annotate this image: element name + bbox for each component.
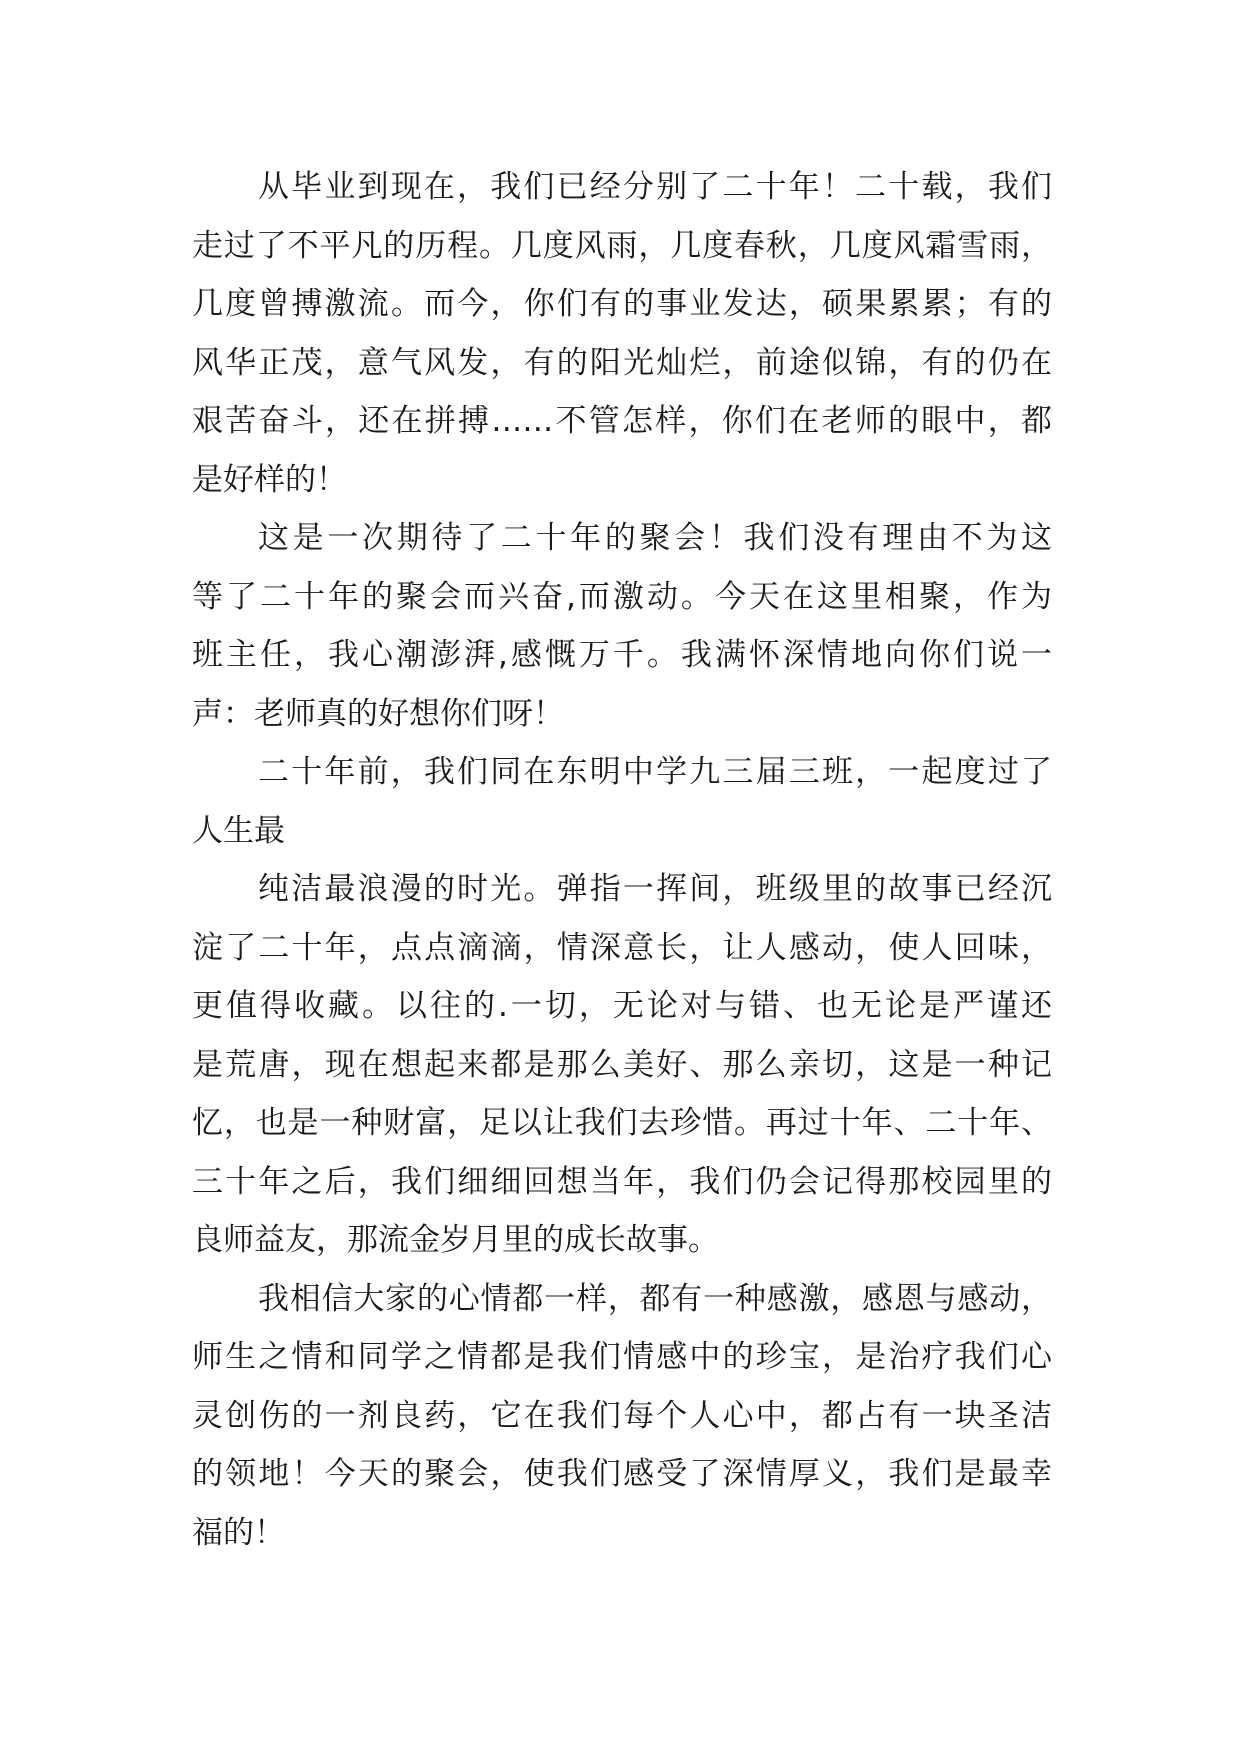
text-line: 师生之情和同学之情都是我们情感中的珍宝，是治疗我们心 (192, 1339, 1052, 1375)
text-line: 二十年前，我们同在东明中学九三届三班，一起度过了 (258, 754, 1052, 790)
text-line: 风华正茂，意气风发，有的阳光灿烂，前途似锦，有的仍在 (192, 344, 1052, 381)
text-line: 班主任，我心潮澎湃,感慨万千。我满怀深情地向你们说一 (192, 637, 1052, 673)
paragraph-1 (192, 158, 1052, 509)
document-body (192, 158, 1052, 1562)
paragraph-3 (192, 743, 1052, 860)
text-line: 的领地！今天的聚会，使我们感受了深情厚义，我们是最幸 (192, 1456, 1052, 1492)
text-line: 忆，也是一种财富，足以让我们去珍惜。再过十年、二十年、 (192, 1105, 1052, 1141)
text-line: 等了二十年的聚会而兴奋,而激动。今天在这里相聚，作为 (192, 578, 1052, 615)
text-line: 灵创伤的一剂良药，它在我们每个人心中，都占有一块圣洁 (192, 1397, 1052, 1434)
paragraph-5 (192, 1270, 1052, 1563)
text-line: 走过了不平凡的历程。几度风雨，几度春秋，几度风霜雪雨， (192, 227, 1052, 264)
text-line: 这是一次期待了二十年的聚会！我们没有理由不为这 (258, 520, 1052, 556)
paragraph-2 (192, 509, 1052, 743)
text-line: 三十年之后，我们细细回想当年，我们仍会记得那校园里的 (192, 1163, 1052, 1200)
text-line: 几度曾搏激流。而今，你们有的事业发达，硕果累累；有的 (192, 286, 1052, 322)
text-line: 艰苦奋斗，还在拼搏……不管怎样，你们在老师的眼中，都 (192, 403, 1052, 439)
text-line: 福的！ (192, 1514, 285, 1551)
text-line: 更值得收藏。以往的.一切，无论对与错、也无论是严谨还 (192, 988, 1052, 1024)
text-line: 纯洁最浪漫的时光。弹指一挥间，班级里的故事已经沉 (258, 871, 1052, 907)
text-line: 是好样的！ (192, 461, 347, 498)
text-line: 是荒唐，现在想起来都是那么美好、那么亲切，这是一种记 (192, 1046, 1052, 1083)
paragraph-4 (192, 860, 1052, 1270)
text-line: 声：老师真的好想你们呀！ (192, 695, 564, 732)
text-line: 淀了二十年，点点滴滴，情深意长，让人感动，使人回味， (192, 929, 1052, 966)
text-line: 我相信大家的心情都一样，都有一种感激，感恩与感动， (258, 1280, 1052, 1317)
text-line: 从毕业到现在，我们已经分别了二十年！二十载，我们 (258, 169, 1052, 205)
text-line: 良师益友，那流金岁月里的成长故事。 (192, 1222, 719, 1258)
text-line: 人生最 (192, 812, 285, 849)
